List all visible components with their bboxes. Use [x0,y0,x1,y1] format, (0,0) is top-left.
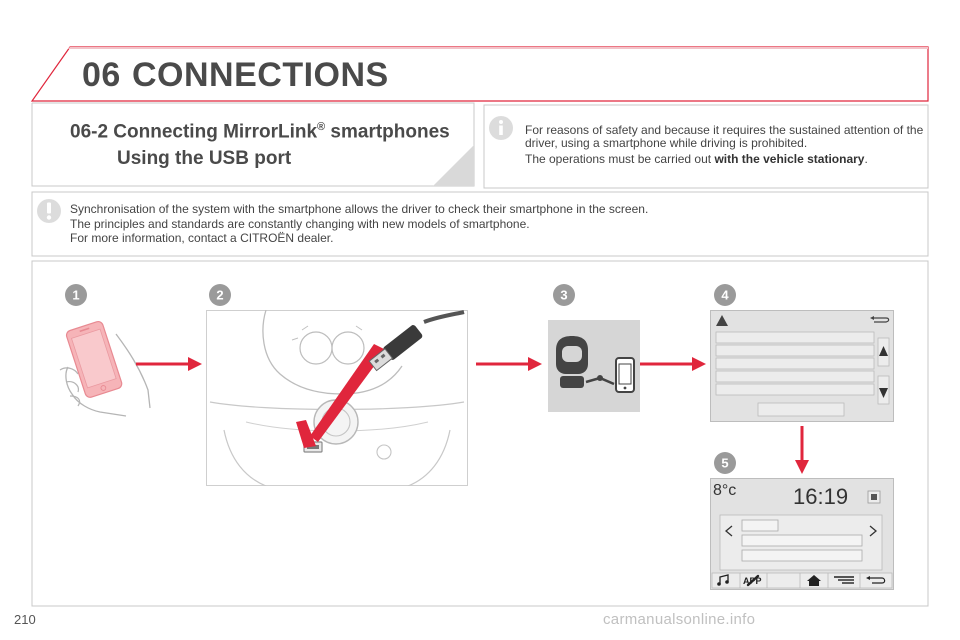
touchscreen-list-illustration [710,310,894,422]
section-subtitle: Using the USB port [117,148,292,169]
step-badge-5 [713,451,737,475]
screen-clock: 16:19 [793,484,849,509]
chapter-number: 06 [82,56,121,94]
smartphone-icon [65,320,123,398]
screen-temperature: 8°c [713,482,737,499]
warning-icon [34,196,64,226]
section-title: 06-2 Connecting MirrorLink® smartphones [70,121,450,143]
phone-icon [616,358,634,392]
step-badge-3 [552,283,576,307]
warning-line-3: For more information, contact a CITROËN dealer. [70,231,334,245]
arrow-right-1 [134,352,206,376]
step-badge-2 [208,283,232,307]
svg-text:3: 3 [560,287,568,303]
chapter-title: CONNECTIONS [132,56,389,94]
usb-port-illustration [206,310,468,486]
info-line-1: For reasons of safety and because it requires the sustained attention of the driver, using a smartphone while driving is prohibited. [525,123,924,150]
page-number: 210 [14,612,36,627]
arrow-right-2 [474,352,546,376]
step-badge-4 [713,283,737,307]
step-badge-1 [64,283,88,307]
mirrorlink-connection-illustration [548,320,640,412]
info-icon [486,113,516,143]
watermark: carmanualsonline.info [603,611,756,628]
info-line-2: The operations must be carried out with the vehicle stationary. [525,152,868,166]
svg-text:5: 5 [721,455,729,471]
arrow-down [790,424,814,476]
warning-line-1: Synchronisation of the system with the smartphone allows the driver to check their smartphone in the screen. [70,202,649,216]
info-text [525,124,925,169]
warning-line-2: The principles and standards are constantly changing with new models of smartphone. [70,216,530,231]
svg-text:2: 2 [216,287,224,303]
warning-text [70,202,930,246]
arrow-right-3 [638,352,710,376]
car-seat-icon [556,336,588,388]
svg-text:4: 4 [721,287,729,303]
svg-text:1: 1 [72,287,80,303]
app-button-label: APP [743,576,762,586]
